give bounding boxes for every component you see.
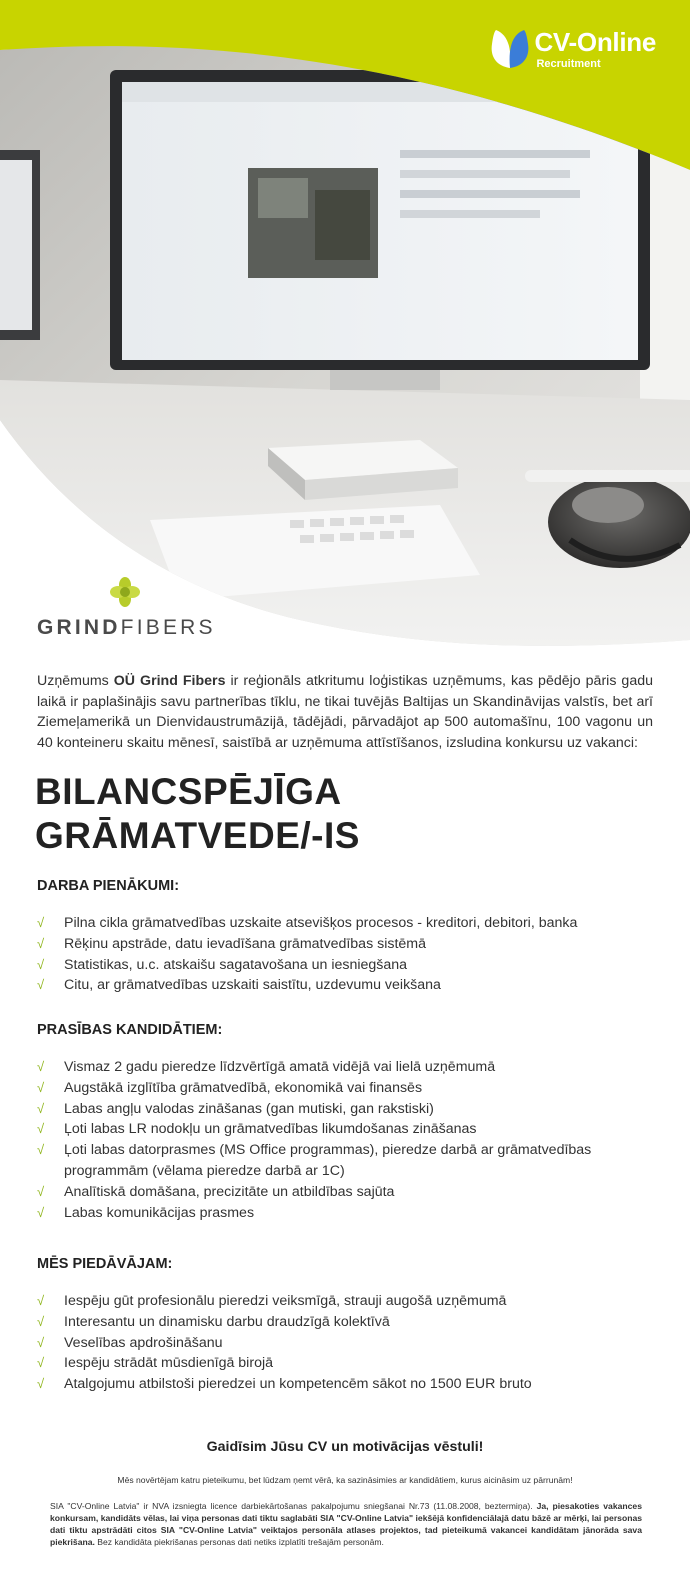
list-item-text: Iespēju gūt profesionālu pieredzi veiksmīgā, strauji augošā uzņēmumā: [64, 1293, 507, 1309]
list-item: [37, 1057, 657, 1078]
list-item: [37, 1374, 657, 1395]
checkmark-icon: √: [37, 1355, 45, 1371]
checkmark-icon: √: [37, 935, 45, 951]
list-item-text: Analītiskā domāšana, precizitāte un atbildības sajūta: [64, 1183, 395, 1200]
list-item-text: Vismaz 2 gadu pieredze līdzvērtīgā amatā vidējā vai lielā uzņēmumā: [64, 1059, 496, 1075]
cv-online-logo: [490, 28, 656, 70]
duties-heading: DARBA PIENĀKUMI:: [37, 878, 180, 894]
offer-list: [37, 1291, 657, 1395]
checkmark-icon: √: [37, 915, 45, 930]
list-item: [37, 1140, 657, 1182]
checkmark-icon: √: [37, 1121, 45, 1137]
list-item: [37, 1078, 657, 1099]
list-item: [37, 1353, 657, 1374]
checkmark-icon: √: [37, 956, 45, 972]
cv-online-mark-icon: [490, 28, 530, 70]
checkmark-icon: √: [37, 1059, 45, 1074]
requirements-heading: PRASĪBAS KANDIDĀTIEM:: [37, 1022, 223, 1038]
list-item: [37, 1119, 657, 1140]
hero-banner: [0, 0, 690, 650]
applicant-note: Mēs novērtējam katru pieteikumu, bet lūdzam ņemt vērā, ka sazināsimies ar kandidātiem, kurus aicināsim uz pārrunām!: [117, 1475, 573, 1485]
list-item-text: Labas angļu valodas zināšanas (gan mutiski, gan rakstiski): [64, 1100, 434, 1117]
list-item: [37, 1099, 657, 1120]
list-item-text: Augstākā izglītība grāmatvedībā, ekonomikā vai finansēs: [64, 1079, 423, 1096]
list-item-text: Pilna cikla grāmatvedības uzskaite atsevišķos procesos - kreditori, debitori, banka: [64, 915, 578, 931]
list-item-text: Interesantu un dinamisku darbu draudzīgā kolektīvā: [64, 1313, 390, 1330]
list-item: [37, 913, 657, 934]
list-item-text: Statistikas, u.c. atskaišu sagatavošana un iesniegšana: [64, 956, 408, 973]
checkmark-icon: √: [37, 1334, 45, 1350]
list-item-text: Veselības apdrošināšanu: [64, 1334, 223, 1351]
list-item-text: Atalgojumu atbilstoši pieredzei un kompetencēm sākot no 1500 EUR bruto: [64, 1376, 532, 1393]
list-item: [37, 1182, 657, 1203]
list-item-text: Ļoti labas LR nodokļu un grāmatvedības likumdošanas zināšanas: [64, 1121, 477, 1138]
grind-fibers-mark-icon: [109, 576, 141, 608]
list-item: [37, 1333, 657, 1354]
legal-notice: SIA "CV-Online Latvia" ir NVA izsniegta licence darbiekārtošanas pakalpojumu sniegšanai Nr.73 (11.08.2008, beztermiņa). Ja, piesakoties vakances konkursam, kandidāts vēlas, lai viņa personas dati tiktu saglabāti SIA "CV-Online Latvia" iekšējā konfidenciālajā datu bāzē ar mērķi, lai personas dati tiktu apstrādāti citos SIA "CV-Online Latvia" veiktajos personāla atlases projektos, tad pieteikumā vakancei kandidātam jānorāda sava piekrišana. Bez kandidāta piekrišanas personas dati netiks izplatīti trešajām personām.: [50, 1501, 642, 1547]
checkmark-icon: √: [37, 1142, 45, 1158]
requirements-list: [37, 1057, 657, 1223]
office-photo: [0, 0, 690, 650]
grind-fibers-wordmark: GRINDFIBERS: [37, 616, 216, 639]
intro-paragraph: Uzņēmums OÜ Grind Fibers ir reģionāls atkritumu loģistikas uzņēmums, kas pēdējo pāris gadu laikā ir paplašinājis savu partnerības tīklu, ne tikai tuvējās Baltijas un Skandināvijas valstīs, bet arī Ziemeļamerikā un Dienvidaustrumāzijā, tādējādi, pārvadājot ap 500 automašīnu, 100 vagonu un 40 konteineru skaitu mēnesī, saistībā ar uzņēmuma attīstīšanos, izsludina konkursu uz vakanci:: [37, 673, 653, 751]
checkmark-icon: √: [37, 1313, 45, 1329]
list-item-text: Iespēju strādāt mūsdienīgā birojā: [64, 1355, 273, 1372]
list-item: [37, 1291, 657, 1312]
list-item-text: Citu, ar grāmatvedības uzskaiti saistītu, uzdevumu veikšana: [64, 977, 441, 994]
list-item: [37, 1203, 657, 1224]
checkmark-icon: √: [37, 977, 45, 993]
offer-heading: MĒS PIEDĀVĀJAM:: [37, 1256, 173, 1272]
checkmark-icon: √: [37, 1204, 45, 1220]
checkmark-icon: √: [37, 1183, 45, 1199]
duties-list: [37, 913, 657, 996]
list-item: [37, 1312, 657, 1333]
list-item: [37, 955, 657, 976]
cv-online-tagline: Recruitment: [536, 58, 601, 70]
job-title: BILANCSPĒJĪGA GRĀMATVEDE/-IS: [35, 771, 360, 856]
checkmark-icon: √: [37, 1376, 45, 1392]
company-name: OÜ Grind Fibers: [113, 673, 226, 689]
list-item: [37, 975, 657, 996]
checkmark-icon: √: [37, 1100, 45, 1116]
checkmark-icon: √: [37, 1079, 45, 1095]
list-item: [37, 934, 657, 955]
checkmark-icon: √: [37, 1293, 45, 1308]
list-item-text: Labas komunikācijas prasmes: [64, 1204, 255, 1221]
closing-line: Gaidīsim Jūsu CV un motivācijas vēstuli!: [206, 1439, 484, 1455]
list-item-text: Rēķinu apstrāde, datu ievadīšana grāmatvedības sistēmā: [64, 935, 426, 952]
list-item-text: Ļoti labas datorprasmes (MS Office programmas), pieredze darbā ar grāmatvedības programmām (vēlama pieredze darbā ar 1C): [64, 1142, 592, 1179]
cv-online-name: CV-Online: [534, 27, 656, 57]
